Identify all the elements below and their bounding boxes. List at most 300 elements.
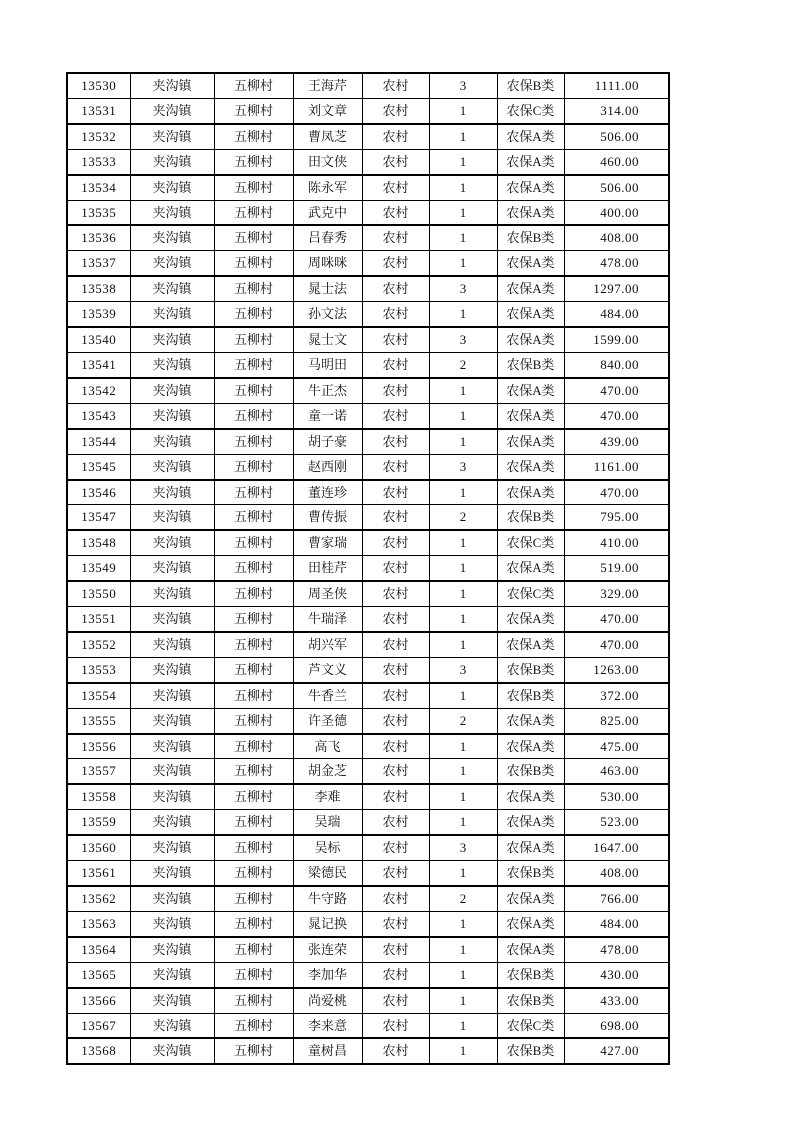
cell-person-count: 1: [429, 632, 497, 657]
cell-residence-type: 农村: [362, 302, 429, 327]
cell-village: 五柳村: [214, 1038, 293, 1064]
cell-person-name: 曹家瑞: [293, 530, 362, 555]
cell-village: 五柳村: [214, 784, 293, 809]
cell-record-id: 13539: [67, 302, 130, 327]
cell-person-name: 马明田: [293, 352, 362, 377]
cell-residence-type: 农村: [362, 327, 429, 352]
cell-person-count: 2: [429, 708, 497, 733]
pension-record-table: [66, 72, 670, 1065]
table-row: [67, 327, 669, 352]
cell-record-id: 13568: [67, 1038, 130, 1064]
cell-residence-type: 农村: [362, 657, 429, 682]
table-row: [67, 378, 669, 403]
cell-insurance-category: 农保A类: [497, 327, 564, 352]
cell-record-id: 13530: [67, 73, 130, 98]
cell-record-id: 13556: [67, 734, 130, 759]
cell-person-count: 1: [429, 962, 497, 987]
cell-person-count: 1: [429, 403, 497, 428]
cell-amount: 484.00: [564, 911, 669, 936]
table-row: [67, 480, 669, 505]
cell-village: 五柳村: [214, 352, 293, 377]
cell-residence-type: 农村: [362, 962, 429, 987]
cell-village: 五柳村: [214, 124, 293, 149]
cell-record-id: 13543: [67, 403, 130, 428]
cell-person-name: 刘文章: [293, 98, 362, 123]
cell-amount: 470.00: [564, 632, 669, 657]
cell-insurance-category: 农保A类: [497, 607, 564, 632]
cell-residence-type: 农村: [362, 98, 429, 123]
cell-amount: 506.00: [564, 124, 669, 149]
cell-residence-type: 农村: [362, 784, 429, 809]
cell-person-count: 1: [429, 200, 497, 225]
cell-insurance-category: 农保B类: [497, 505, 564, 530]
cell-insurance-category: 农保A类: [497, 784, 564, 809]
cell-town: 夹沟镇: [130, 454, 214, 479]
table-row: [67, 530, 669, 555]
cell-insurance-category: 农保A类: [497, 835, 564, 860]
cell-person-count: 2: [429, 505, 497, 530]
cell-amount: 410.00: [564, 530, 669, 555]
table-row: [67, 454, 669, 479]
cell-person-count: 1: [429, 734, 497, 759]
table-row: [67, 302, 669, 327]
cell-person-name: 芦文义: [293, 657, 362, 682]
cell-amount: 400.00: [564, 200, 669, 225]
cell-amount: 1599.00: [564, 327, 669, 352]
cell-amount: 430.00: [564, 962, 669, 987]
cell-town: 夹沟镇: [130, 937, 214, 962]
cell-person-name: 牛瑞泽: [293, 607, 362, 632]
cell-amount: 1647.00: [564, 835, 669, 860]
cell-insurance-category: 农保C类: [497, 98, 564, 123]
cell-record-id: 13533: [67, 149, 130, 174]
cell-town: 夹沟镇: [130, 327, 214, 352]
cell-person-name: 孙文法: [293, 302, 362, 327]
cell-person-count: 1: [429, 861, 497, 886]
cell-person-name: 王海芹: [293, 73, 362, 98]
cell-town: 夹沟镇: [130, 1013, 214, 1038]
cell-person-count: 2: [429, 886, 497, 911]
cell-amount: 408.00: [564, 861, 669, 886]
cell-amount: 460.00: [564, 149, 669, 174]
cell-village: 五柳村: [214, 200, 293, 225]
cell-town: 夹沟镇: [130, 403, 214, 428]
cell-village: 五柳村: [214, 708, 293, 733]
cell-residence-type: 农村: [362, 352, 429, 377]
cell-town: 夹沟镇: [130, 73, 214, 98]
cell-town: 夹沟镇: [130, 708, 214, 733]
cell-residence-type: 农村: [362, 988, 429, 1013]
cell-amount: 433.00: [564, 988, 669, 1013]
cell-person-count: 1: [429, 225, 497, 250]
cell-insurance-category: 农保B类: [497, 1038, 564, 1064]
cell-town: 夹沟镇: [130, 784, 214, 809]
cell-insurance-category: 农保B类: [497, 352, 564, 377]
cell-amount: 470.00: [564, 378, 669, 403]
cell-residence-type: 农村: [362, 835, 429, 860]
cell-village: 五柳村: [214, 175, 293, 200]
cell-person-name: 晁士法: [293, 276, 362, 301]
cell-town: 夹沟镇: [130, 581, 214, 606]
cell-village: 五柳村: [214, 835, 293, 860]
cell-record-id: 13553: [67, 657, 130, 682]
cell-record-id: 13536: [67, 225, 130, 250]
cell-amount: 523.00: [564, 810, 669, 835]
cell-amount: 463.00: [564, 759, 669, 784]
cell-record-id: 13544: [67, 429, 130, 454]
cell-residence-type: 农村: [362, 1038, 429, 1064]
cell-record-id: 13567: [67, 1013, 130, 1038]
cell-person-name: 武克中: [293, 200, 362, 225]
table-row: [67, 581, 669, 606]
cell-person-name: 牛正杰: [293, 378, 362, 403]
cell-record-id: 13552: [67, 632, 130, 657]
cell-record-id: 13554: [67, 683, 130, 708]
cell-person-count: 1: [429, 480, 497, 505]
cell-amount: 795.00: [564, 505, 669, 530]
cell-record-id: 13558: [67, 784, 130, 809]
cell-town: 夹沟镇: [130, 683, 214, 708]
cell-record-id: 13561: [67, 861, 130, 886]
cell-record-id: 13559: [67, 810, 130, 835]
cell-person-count: 1: [429, 683, 497, 708]
table-row: [67, 98, 669, 123]
cell-amount: 470.00: [564, 480, 669, 505]
cell-record-id: 13550: [67, 581, 130, 606]
cell-residence-type: 农村: [362, 937, 429, 962]
cell-record-id: 13564: [67, 937, 130, 962]
cell-residence-type: 农村: [362, 886, 429, 911]
cell-insurance-category: 农保B类: [497, 962, 564, 987]
cell-person-count: 1: [429, 581, 497, 606]
cell-person-name: 董连珍: [293, 480, 362, 505]
cell-record-id: 13560: [67, 835, 130, 860]
cell-amount: 478.00: [564, 251, 669, 276]
cell-amount: 1161.00: [564, 454, 669, 479]
cell-person-count: 1: [429, 98, 497, 123]
cell-village: 五柳村: [214, 378, 293, 403]
cell-insurance-category: 农保B类: [497, 683, 564, 708]
cell-village: 五柳村: [214, 73, 293, 98]
cell-town: 夹沟镇: [130, 98, 214, 123]
table-row: [67, 73, 669, 98]
cell-person-name: 晁士文: [293, 327, 362, 352]
table-row: [67, 708, 669, 733]
cell-record-id: 13545: [67, 454, 130, 479]
cell-village: 五柳村: [214, 251, 293, 276]
cell-person-name: 吴标: [293, 835, 362, 860]
cell-person-name: 许圣德: [293, 708, 362, 733]
cell-amount: 506.00: [564, 175, 669, 200]
cell-amount: 840.00: [564, 352, 669, 377]
cell-person-name: 陈永军: [293, 175, 362, 200]
cell-residence-type: 农村: [362, 530, 429, 555]
cell-insurance-category: 农保C类: [497, 530, 564, 555]
cell-town: 夹沟镇: [130, 861, 214, 886]
cell-amount: 372.00: [564, 683, 669, 708]
cell-amount: 519.00: [564, 556, 669, 581]
cell-amount: 470.00: [564, 403, 669, 428]
cell-person-count: 3: [429, 454, 497, 479]
cell-residence-type: 农村: [362, 759, 429, 784]
cell-person-count: 1: [429, 810, 497, 835]
cell-person-name: 曹传振: [293, 505, 362, 530]
cell-record-id: 13555: [67, 708, 130, 733]
cell-amount: 1263.00: [564, 657, 669, 682]
cell-town: 夹沟镇: [130, 607, 214, 632]
cell-residence-type: 农村: [362, 911, 429, 936]
table-row: [67, 149, 669, 174]
cell-insurance-category: 农保C类: [497, 1013, 564, 1038]
cell-village: 五柳村: [214, 632, 293, 657]
cell-amount: 408.00: [564, 225, 669, 250]
cell-record-id: 13549: [67, 556, 130, 581]
cell-town: 夹沟镇: [130, 480, 214, 505]
cell-person-name: 童一诺: [293, 403, 362, 428]
cell-amount: 484.00: [564, 302, 669, 327]
cell-insurance-category: 农保B类: [497, 988, 564, 1013]
cell-person-name: 周咪咪: [293, 251, 362, 276]
cell-record-id: 13562: [67, 886, 130, 911]
cell-village: 五柳村: [214, 861, 293, 886]
cell-town: 夹沟镇: [130, 810, 214, 835]
cell-person-name: 胡金芝: [293, 759, 362, 784]
cell-residence-type: 农村: [362, 251, 429, 276]
cell-record-id: 13540: [67, 327, 130, 352]
cell-insurance-category: 农保A类: [497, 124, 564, 149]
cell-amount: 766.00: [564, 886, 669, 911]
cell-amount: 530.00: [564, 784, 669, 809]
cell-person-name: 赵西刚: [293, 454, 362, 479]
cell-person-count: 1: [429, 1038, 497, 1064]
cell-insurance-category: 农保B类: [497, 73, 564, 98]
cell-village: 五柳村: [214, 810, 293, 835]
cell-insurance-category: 农保A类: [497, 429, 564, 454]
table-row: [67, 632, 669, 657]
cell-amount: 427.00: [564, 1038, 669, 1064]
cell-village: 五柳村: [214, 429, 293, 454]
cell-town: 夹沟镇: [130, 556, 214, 581]
cell-insurance-category: 农保A类: [497, 276, 564, 301]
cell-person-count: 1: [429, 988, 497, 1013]
cell-insurance-category: 农保A类: [497, 454, 564, 479]
cell-residence-type: 农村: [362, 454, 429, 479]
cell-village: 五柳村: [214, 276, 293, 301]
cell-record-id: 13531: [67, 98, 130, 123]
cell-person-name: 田文侠: [293, 149, 362, 174]
cell-town: 夹沟镇: [130, 962, 214, 987]
cell-person-name: 李难: [293, 784, 362, 809]
table-row: [67, 861, 669, 886]
cell-town: 夹沟镇: [130, 302, 214, 327]
cell-village: 五柳村: [214, 530, 293, 555]
cell-person-count: 1: [429, 251, 497, 276]
table-row: [67, 505, 669, 530]
cell-insurance-category: 农保A类: [497, 708, 564, 733]
cell-insurance-category: 农保A类: [497, 937, 564, 962]
cell-town: 夹沟镇: [130, 225, 214, 250]
cell-person-name: 胡兴军: [293, 632, 362, 657]
table-row: [67, 886, 669, 911]
cell-town: 夹沟镇: [130, 835, 214, 860]
table-row: [67, 759, 669, 784]
cell-insurance-category: 农保A类: [497, 378, 564, 403]
cell-village: 五柳村: [214, 962, 293, 987]
cell-town: 夹沟镇: [130, 429, 214, 454]
cell-town: 夹沟镇: [130, 200, 214, 225]
cell-insurance-category: 农保A类: [497, 886, 564, 911]
cell-insurance-category: 农保B类: [497, 759, 564, 784]
cell-town: 夹沟镇: [130, 175, 214, 200]
cell-person-count: 3: [429, 657, 497, 682]
cell-person-count: 1: [429, 302, 497, 327]
cell-person-name: 周圣侠: [293, 581, 362, 606]
cell-insurance-category: 农保A类: [497, 200, 564, 225]
cell-town: 夹沟镇: [130, 276, 214, 301]
table-row: [67, 124, 669, 149]
cell-amount: 825.00: [564, 708, 669, 733]
cell-town: 夹沟镇: [130, 988, 214, 1013]
cell-record-id: 13535: [67, 200, 130, 225]
cell-person-count: 1: [429, 175, 497, 200]
table-row: [67, 607, 669, 632]
table-row: [67, 683, 669, 708]
cell-person-name: 牛香兰: [293, 683, 362, 708]
cell-residence-type: 农村: [362, 480, 429, 505]
cell-record-id: 13557: [67, 759, 130, 784]
cell-record-id: 13548: [67, 530, 130, 555]
cell-person-count: 1: [429, 911, 497, 936]
table-row: [67, 810, 669, 835]
table-row: [67, 657, 669, 682]
cell-person-count: 3: [429, 73, 497, 98]
cell-person-name: 梁德民: [293, 861, 362, 886]
cell-residence-type: 农村: [362, 225, 429, 250]
cell-village: 五柳村: [214, 225, 293, 250]
cell-person-count: 1: [429, 378, 497, 403]
cell-town: 夹沟镇: [130, 759, 214, 784]
cell-person-name: 李来意: [293, 1013, 362, 1038]
cell-village: 五柳村: [214, 937, 293, 962]
cell-insurance-category: 农保A类: [497, 149, 564, 174]
cell-record-id: 13563: [67, 911, 130, 936]
table-row: [67, 200, 669, 225]
cell-person-name: 李加华: [293, 962, 362, 987]
table-row: [67, 937, 669, 962]
cell-record-id: 13534: [67, 175, 130, 200]
cell-record-id: 13537: [67, 251, 130, 276]
cell-person-count: 3: [429, 835, 497, 860]
cell-village: 五柳村: [214, 98, 293, 123]
table-row: [67, 962, 669, 987]
cell-town: 夹沟镇: [130, 911, 214, 936]
cell-insurance-category: 农保A类: [497, 403, 564, 428]
cell-insurance-category: 农保A类: [497, 734, 564, 759]
cell-residence-type: 农村: [362, 810, 429, 835]
cell-person-count: 3: [429, 327, 497, 352]
table-row: [67, 1038, 669, 1064]
cell-insurance-category: 农保A类: [497, 175, 564, 200]
cell-record-id: 13566: [67, 988, 130, 1013]
cell-town: 夹沟镇: [130, 505, 214, 530]
cell-person-count: 1: [429, 556, 497, 581]
cell-residence-type: 农村: [362, 175, 429, 200]
cell-insurance-category: 农保A类: [497, 911, 564, 936]
table-row: [67, 352, 669, 377]
cell-insurance-category: 农保A类: [497, 556, 564, 581]
cell-village: 五柳村: [214, 657, 293, 682]
cell-record-id: 13565: [67, 962, 130, 987]
cell-amount: 314.00: [564, 98, 669, 123]
cell-amount: 478.00: [564, 937, 669, 962]
cell-residence-type: 农村: [362, 632, 429, 657]
cell-person-name: 张连荣: [293, 937, 362, 962]
table-row: [67, 784, 669, 809]
cell-record-id: 13551: [67, 607, 130, 632]
cell-village: 五柳村: [214, 759, 293, 784]
cell-village: 五柳村: [214, 454, 293, 479]
cell-village: 五柳村: [214, 886, 293, 911]
table-row: [67, 276, 669, 301]
cell-person-count: 1: [429, 149, 497, 174]
cell-insurance-category: 农保A类: [497, 632, 564, 657]
cell-town: 夹沟镇: [130, 734, 214, 759]
cell-person-count: 1: [429, 530, 497, 555]
cell-person-name: 牛守路: [293, 886, 362, 911]
cell-town: 夹沟镇: [130, 530, 214, 555]
cell-village: 五柳村: [214, 505, 293, 530]
cell-village: 五柳村: [214, 911, 293, 936]
table-row: [67, 403, 669, 428]
cell-insurance-category: 农保C类: [497, 581, 564, 606]
cell-residence-type: 农村: [362, 556, 429, 581]
cell-insurance-category: 农保B类: [497, 225, 564, 250]
cell-insurance-category: 农保B类: [497, 657, 564, 682]
cell-town: 夹沟镇: [130, 657, 214, 682]
table-row: [67, 429, 669, 454]
cell-insurance-category: 农保B类: [497, 861, 564, 886]
cell-town: 夹沟镇: [130, 886, 214, 911]
cell-person-name: 曹凤芝: [293, 124, 362, 149]
cell-residence-type: 农村: [362, 581, 429, 606]
cell-record-id: 13538: [67, 276, 130, 301]
cell-town: 夹沟镇: [130, 149, 214, 174]
cell-person-count: 1: [429, 607, 497, 632]
cell-record-id: 13532: [67, 124, 130, 149]
cell-amount: 1111.00: [564, 73, 669, 98]
cell-village: 五柳村: [214, 683, 293, 708]
table-row: [67, 251, 669, 276]
cell-insurance-category: 农保A类: [497, 302, 564, 327]
cell-person-name: 胡子豪: [293, 429, 362, 454]
cell-residence-type: 农村: [362, 124, 429, 149]
cell-town: 夹沟镇: [130, 124, 214, 149]
cell-person-name: 高飞: [293, 734, 362, 759]
cell-record-id: 13541: [67, 352, 130, 377]
cell-town: 夹沟镇: [130, 251, 214, 276]
cell-person-count: 1: [429, 1013, 497, 1038]
cell-amount: 439.00: [564, 429, 669, 454]
cell-village: 五柳村: [214, 607, 293, 632]
cell-village: 五柳村: [214, 1013, 293, 1038]
cell-village: 五柳村: [214, 327, 293, 352]
cell-residence-type: 农村: [362, 378, 429, 403]
cell-residence-type: 农村: [362, 276, 429, 301]
cell-amount: 1297.00: [564, 276, 669, 301]
cell-person-count: 1: [429, 429, 497, 454]
cell-town: 夹沟镇: [130, 352, 214, 377]
table-row: [67, 988, 669, 1013]
